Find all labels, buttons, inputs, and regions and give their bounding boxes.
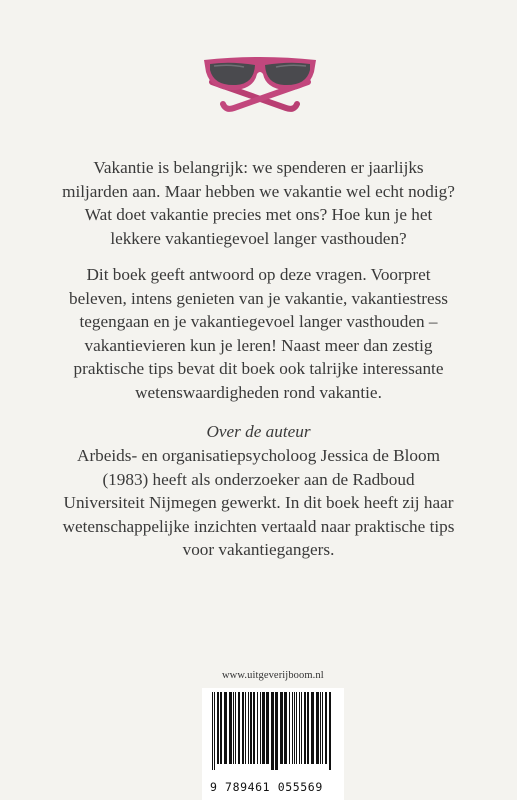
barcode-bar (292, 692, 293, 764)
barcode-bar (229, 692, 232, 764)
barcode-bar (316, 692, 319, 764)
barcode-bar (253, 692, 255, 764)
barcode-bar (224, 692, 227, 764)
barcode-bar (260, 692, 261, 764)
barcode-bar (304, 692, 306, 764)
barcode-bar (311, 692, 314, 764)
barcode-bar (284, 692, 287, 764)
blurb-paragraph-content: Dit boek geeft antwoord op deze vragen. Voorpret beleven, intens genieten van je vakantie, vakantiestress tegengaan en je vakantiegevoel langer vasthouden – vakantievieren kun je leren! Naast meer dan zestig praktische tips bevat dit boek ook talrijke interessante wetenswaardigheden rond vakantie. (69, 265, 448, 402)
barcode-bar (248, 692, 249, 764)
barcode-bar (235, 692, 236, 764)
barcode-bar (294, 692, 295, 764)
barcode-bar (242, 692, 244, 764)
barcode-bar (322, 692, 323, 764)
isbn-number: 9 789461 055569 (210, 780, 323, 794)
barcode-bar (220, 692, 222, 764)
barcode-bar (289, 692, 290, 764)
barcode-bar (271, 692, 274, 770)
barcode-bar (214, 692, 215, 770)
author-bio-paragraph: Arbeids- en organisatiepsycholoog Jessica de Bloom (1983) heeft als onderzoeker aan de Radboud Universiteit Nijmegen gewerkt. In dit boek heeft zij haar wetenschappelijke inzichten vertaald naar praktische tips voor vakantiegangers. (62, 446, 455, 560)
author-section-heading: Over de auteur (206, 422, 311, 441)
barcode-bar (329, 692, 331, 770)
barcode-bar (320, 692, 321, 764)
barcode-bar (250, 692, 252, 764)
barcode-bar (280, 692, 283, 764)
sunglasses-icon (200, 52, 320, 116)
barcode-bar (262, 692, 265, 764)
barcode-bar (266, 692, 269, 764)
barcode-bar (275, 692, 278, 770)
blurb-paragraph-intro: Vakantie is belangrijk: we spenderen er jaarlijks miljarden aan. Maar hebben we vakantie wel echt nodig? Wat doet vakantie precies met ons? Hoe kun je het lekkere vakantiegevoel langer vasthouden? (62, 158, 455, 248)
barcode-bar (217, 692, 219, 764)
barcode-bar (257, 692, 258, 764)
barcode-bar (233, 692, 234, 764)
barcode-bar (296, 692, 297, 764)
barcode-bar (307, 692, 309, 764)
publisher-url: www.uitgeverijboom.nl (222, 670, 324, 681)
barcode-bar (299, 692, 300, 764)
barcode-bars (210, 692, 336, 770)
barcode-bar (245, 692, 246, 764)
barcode-bar (238, 692, 240, 764)
barcode-bar (301, 692, 302, 764)
barcode-bar (212, 692, 213, 770)
barcode-bar (325, 692, 327, 764)
